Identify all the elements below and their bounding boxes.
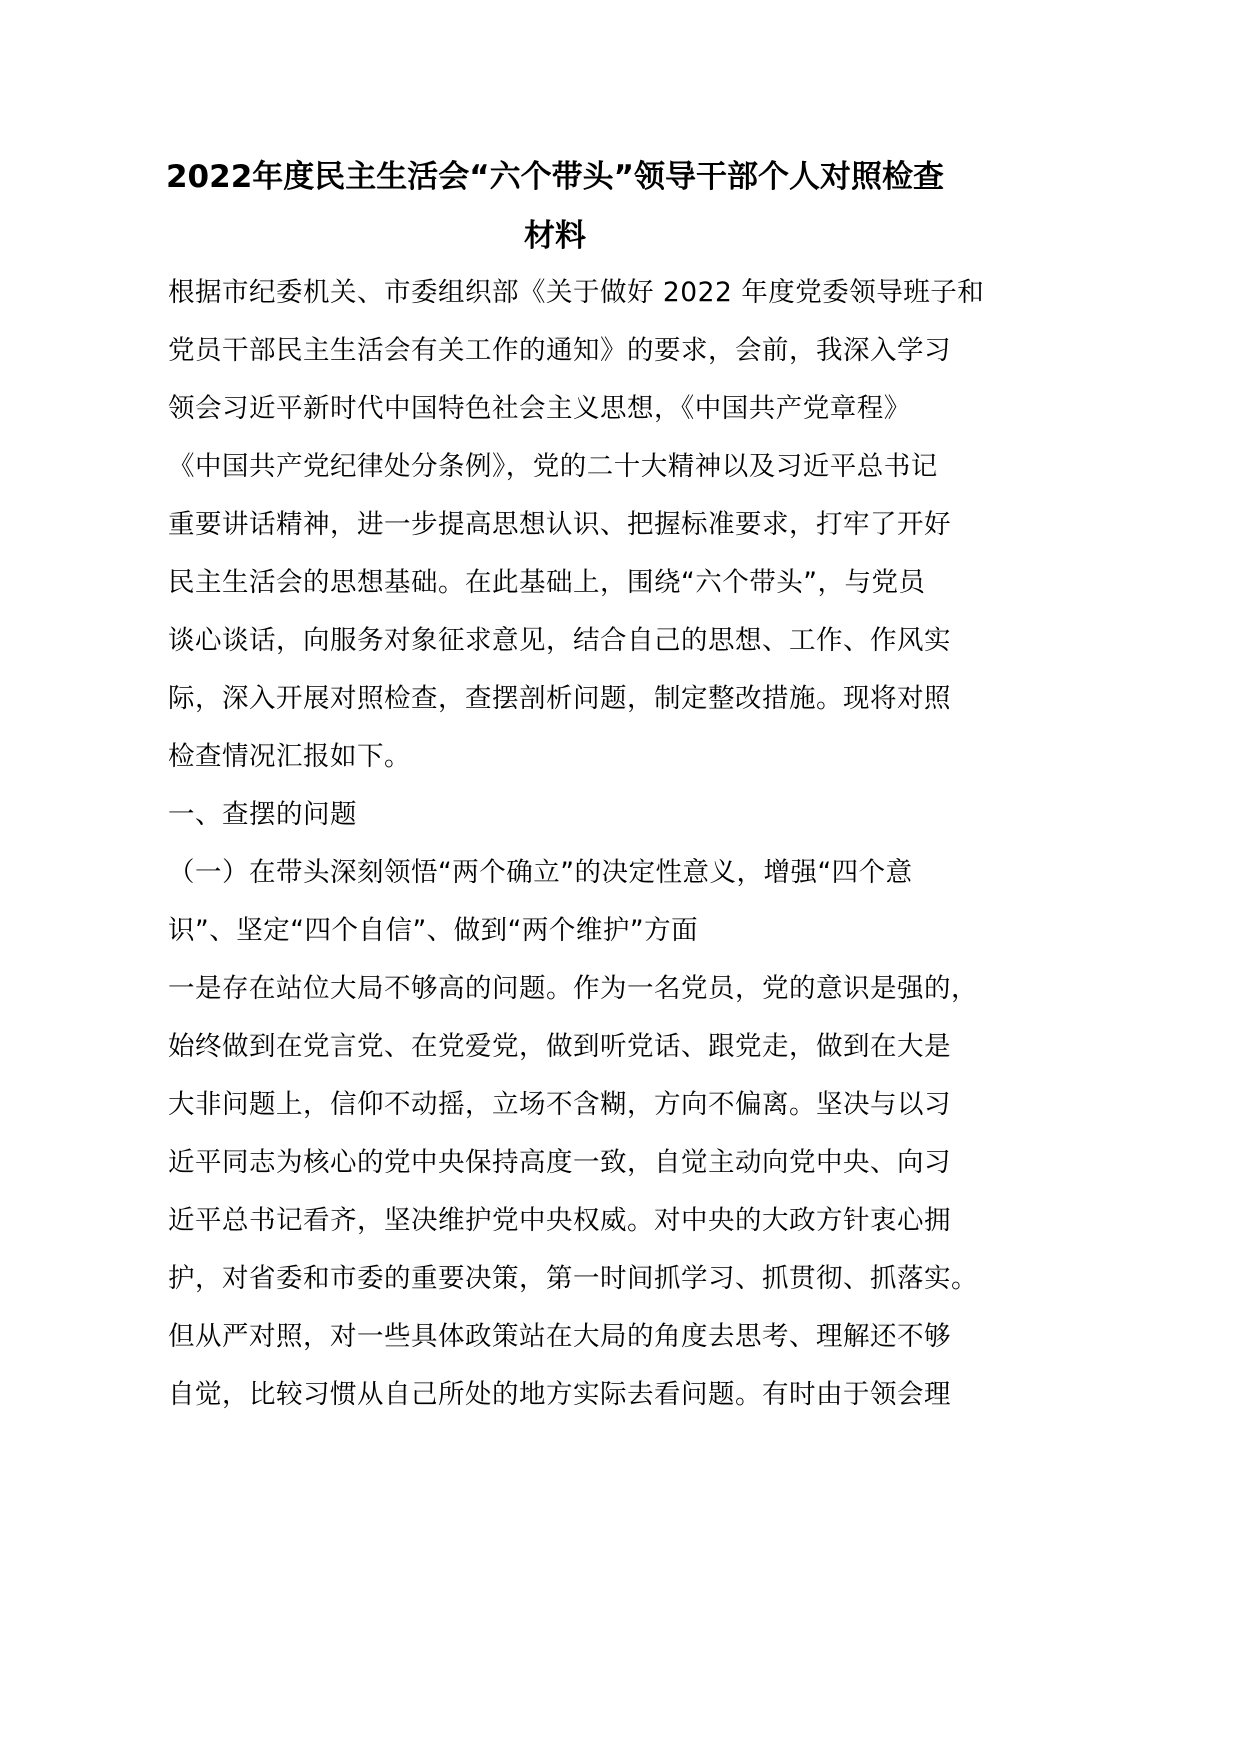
body-text-line: 重要讲话精神，进一步提高思想认识、把握标准要求，打牢了开好	[168, 509, 951, 540]
document-title-line-2: 材料	[524, 218, 586, 254]
body-text-line: 大非问题上，信仰不动摇，立场不含糊，方向不偏离。坚决与以习	[168, 1089, 951, 1120]
body-text-line: 一是存在站位大局不够高的问题。作为一名党员，党的意识是强的，	[168, 973, 978, 1004]
body-text-line: 领会习近平新时代中国特色社会主义思想，《中国共产党章程》	[168, 393, 911, 424]
body-text-line: 际，深入开展对照检查，查摆剖析问题，制定整改措施。现将对照	[168, 683, 951, 714]
body-text-line: 检查情况汇报如下。	[168, 741, 411, 772]
body-text-line: 但从严对照，对一些具体政策站在大局的角度去思考、理解还不够	[168, 1321, 951, 1352]
body-text-line: 根据市纪委机关、市委组织部《关于做好 2022 年度党委领导班子和	[168, 277, 985, 308]
body-text-line: 始终做到在党言党、在党爱党，做到听党话、跟党走，做到在大是	[168, 1031, 951, 1062]
body-text-line: 近平总书记看齐，坚决维护党中央权威。对中央的大政方针衷心拥	[168, 1205, 951, 1236]
body-text-line: 自觉，比较习惯从自己所处的地方实际去看问题。有时由于领会理	[168, 1379, 951, 1410]
body-text-line: （一）在带头深刻领悟“两个确立”的决定性意义，增强“四个意	[168, 857, 913, 888]
document-body	[168, 273, 984, 1433]
body-text-line: 谈心谈话，向服务对象征求意见，结合自己的思想、工作、作风实	[168, 625, 951, 656]
document-title-line-1: 2022年度民主生活会“六个带头”领导干部个人对照检查	[165, 159, 945, 195]
body-text-line: 护，对省委和市委的重要决策，第一时间抓学习、抓贯彻、抓落实。	[168, 1263, 978, 1294]
body-text-line: 一、查摆的问题	[168, 799, 357, 830]
body-text-line: 识”、坚定“四个自信”、做到“两个维护”方面	[168, 915, 699, 946]
body-text-line: 《中国共产党纪律处分条例》，党的二十大精神以及习近平总书记	[168, 451, 938, 482]
body-text-line: 近平同志为核心的党中央保持高度一致，自觉主动向党中央、向习	[168, 1147, 951, 1178]
body-text-line: 民主生活会的思想基础。在此基础上，围绕“六个带头”，与党员	[168, 567, 926, 598]
body-text-line: 党员干部民主生活会有关工作的通知》的要求，会前，我深入学习	[168, 335, 951, 366]
